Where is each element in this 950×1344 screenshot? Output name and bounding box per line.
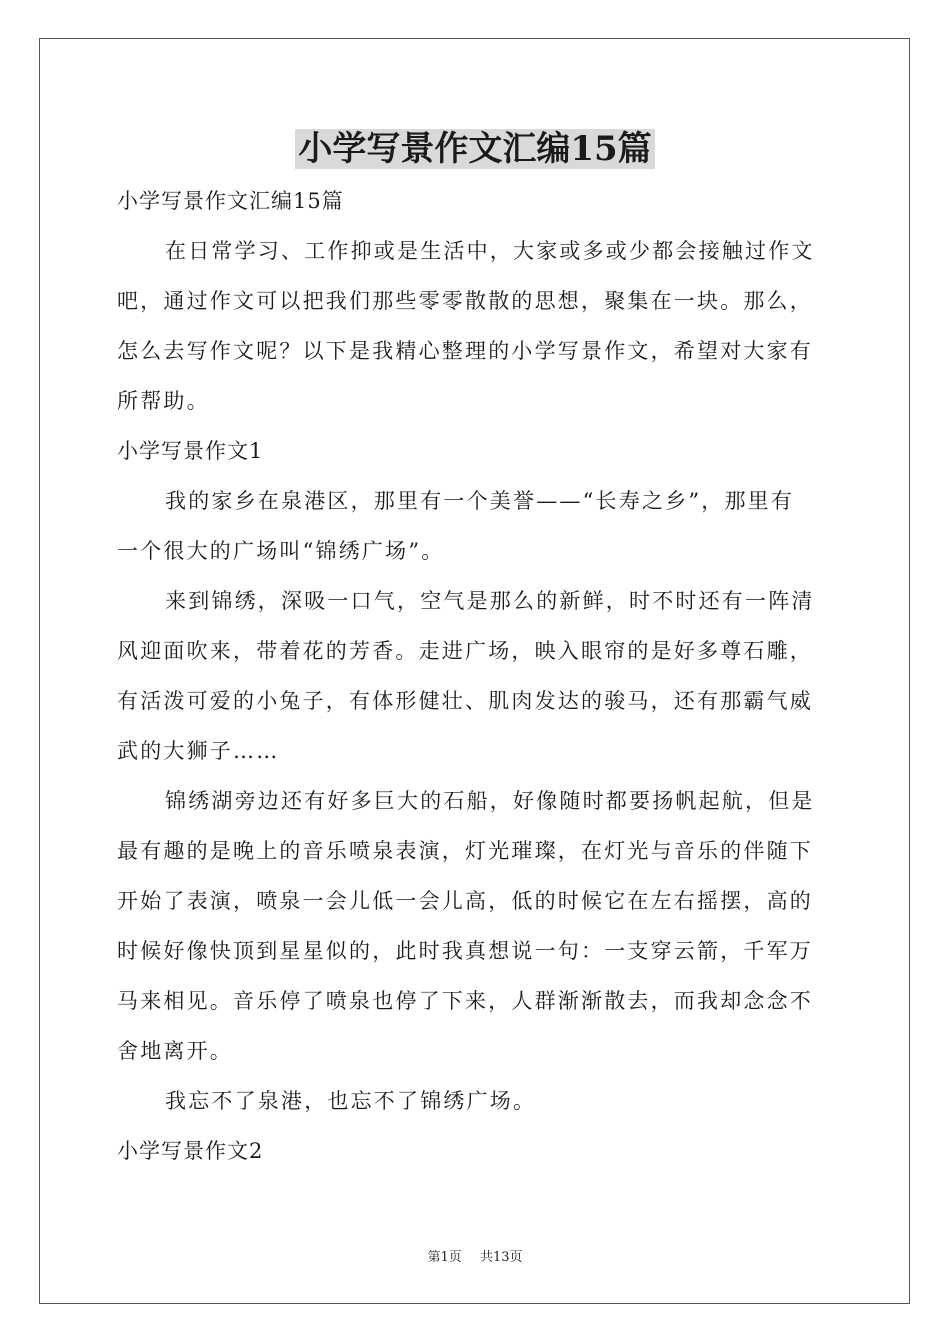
paragraph-line: 锦绣湖旁边还有好多巨大的石船，好像随时都要扬帆起航，但是 [165, 789, 815, 813]
page-number: 第1页 [427, 1250, 462, 1265]
paragraph-line: 吧，通过作文可以把我们那些零零散散的思想，聚集在一块。那么， [117, 289, 813, 313]
document-title: 小学写景作文汇编15篇 [0, 124, 950, 174]
paragraph-line: 怎么去写作文呢？以下是我精心整理的小学写景作文，希望对大家有 [117, 339, 813, 363]
paragraph-line: 所帮助。 [117, 389, 210, 413]
document-body [117, 176, 835, 1176]
paragraph-line: 我的家乡在泉港区，那里有一个美誉——“长寿之乡”，那里有 [165, 489, 795, 513]
paragraph-line: 时候好像快顶到星星似的，此时我真想说一句：一支穿云箭，千军万 [117, 939, 813, 963]
paragraph-line: 风迎面吹来，带着花的芳香。走进广场，映入眼帘的是好多尊石雕， [117, 639, 813, 663]
section-heading: 小学写景作文1 [117, 439, 264, 463]
paragraph-line: 开始了表演，喷泉一会儿低一会儿高，低的时候它在左右摇摆，高的 [117, 889, 813, 913]
paragraph-line: 马来相见。音乐停了喷泉也停了下来，人群渐渐散去，而我却念念不 [117, 989, 813, 1013]
paragraph-line: 来到锦绣，深吸一口气，空气是那么的新鲜，时不时还有一阵清 [165, 589, 815, 613]
paragraph-line: 在日常学习、工作抑或是生活中，大家或多或少都会接触过作文 [165, 239, 815, 263]
section-heading: 小学写景作文2 [117, 1139, 264, 1163]
paragraph-line: 一个很大的广场叫“锦绣广场”。 [117, 539, 445, 563]
paragraph-line: 最有趣的是晚上的音乐喷泉表演，灯光璀璨，在灯光与音乐的伴随下 [117, 839, 813, 863]
paragraph-line: 舍地离开。 [117, 1039, 233, 1063]
paragraph-line: 我忘不了泉港，也忘不了锦绣广场。 [165, 1089, 537, 1113]
page-total: 共13页 [479, 1250, 523, 1265]
paragraph-line: 有活泼可爱的小兔子，有体形健壮、肌肉发达的骏马，还有那霸气威 [117, 689, 813, 713]
page-footer [0, 1246, 950, 1265]
paragraph-line: 武的大狮子…… [117, 739, 280, 763]
section-heading: 小学写景作文汇编15篇 [117, 189, 344, 213]
